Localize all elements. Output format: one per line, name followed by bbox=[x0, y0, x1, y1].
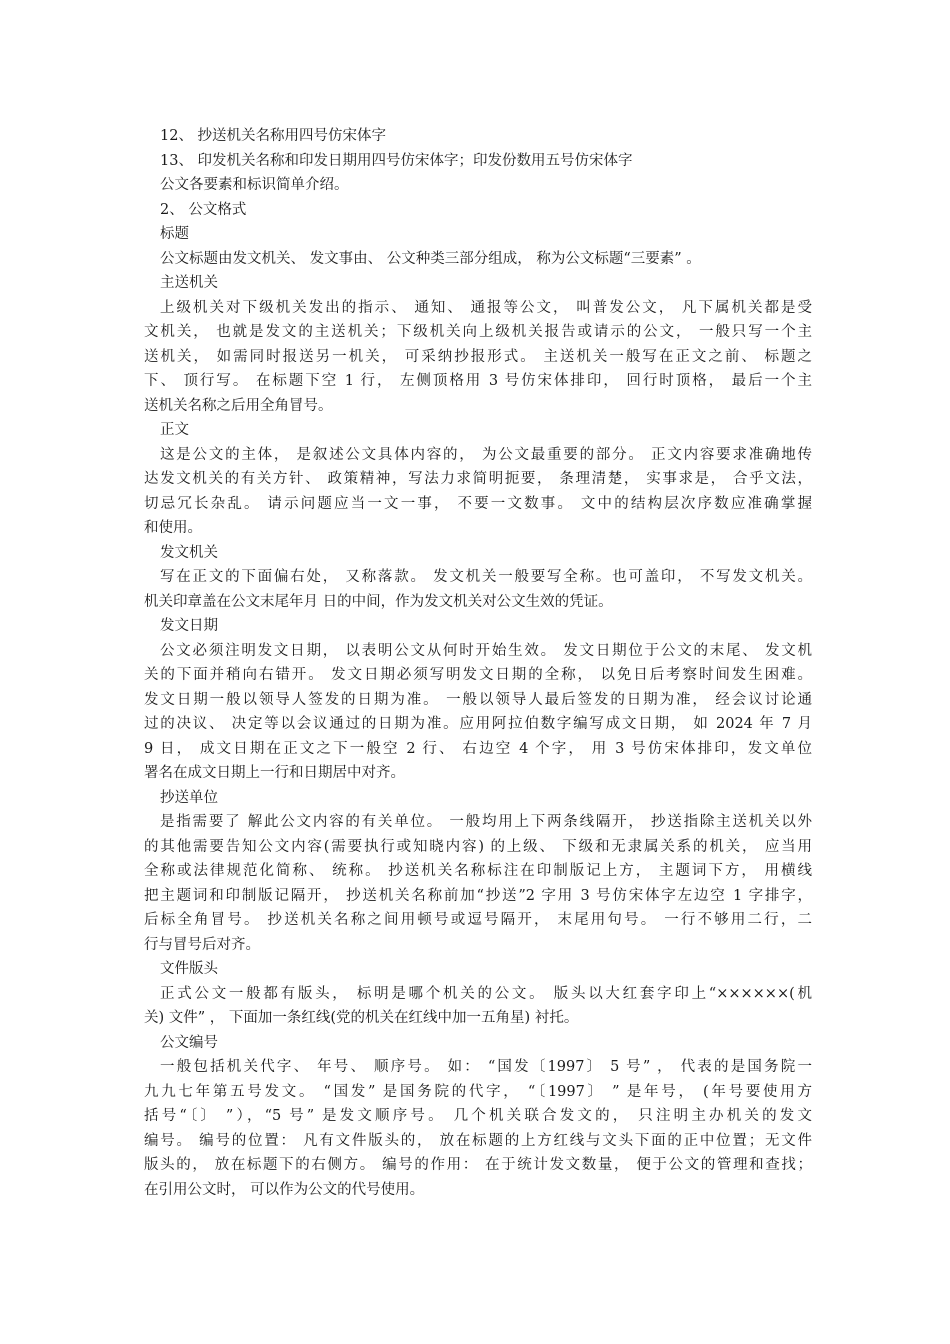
paragraph-line: 写在正文的下面偏右处， 又称落款。 发文机关一般要写全称。也可盖印， 不写发文机关。 bbox=[160, 569, 812, 585]
heading-main-recipient: 主送机关 bbox=[160, 275, 218, 291]
paragraph-line: 送机关名称之后用全角冒号。 bbox=[144, 397, 333, 414]
paragraph-line: 这是公文的主体， 是叙述公文具体内容的， 为公文最重要的部分。 正文内容要求准确地传 bbox=[160, 446, 812, 463]
paragraph-line: 编号。 编号的位置： 凡有文件版头的， 放在标题的上方红线与文头下面的正中位置；无文件 bbox=[144, 1132, 812, 1149]
list-item-12: 12、 抄送机关名称用四号仿宋体字 bbox=[160, 128, 387, 144]
paragraph-line: 后标全角冒号。 抄送机关名称之间用顿号或逗号隔开， 末尾用句号。 一行不够用二行，二 bbox=[144, 912, 812, 928]
paragraph-line: 送机关， 如需同时报送另一机关， 可采纳抄报形式。 主送机关一般写在正文之前、 标题之 bbox=[144, 348, 812, 365]
paragraph-line: 行与冒号后对齐。 bbox=[144, 936, 260, 953]
paragraph-line: 达发文机关的有关方针、 政策精神，写法力求简明扼要， 条理清楚， 实事求是， 合乎文法， bbox=[144, 471, 812, 487]
paragraph-line: 机关印章盖在公文末尾年月 日的中间，作为发文机关对公文生效的凭证。 bbox=[144, 593, 613, 610]
paragraph-line: 9 日， 成文日期在正文之下一般空 2 行、 右边空 4 个字， 用 3 号仿宋体排印，发文单位 bbox=[144, 740, 812, 757]
paragraph-line: 关的下面并稍向右错开。 发文日期必须写明发文日期的全称， 以免日后考察时间发生困难。 bbox=[144, 667, 812, 683]
paragraph-line: 括号“〔〕 ”），“5 号” 是发文顺序号。 几个机关联合发文的， 只注明主办机关的发文 bbox=[144, 1108, 812, 1124]
paragraph-line: 是指需要了 解此公文内容的有关单位。 一般均用上下两条线隔开， 抄送指除主送机关以外 bbox=[160, 814, 812, 830]
paragraph-line: 发文日期一般以领导人签发的日期为准。 一般以领导人最后签发的日期为准， 经会议讨论通 bbox=[144, 691, 812, 708]
paragraph-line: 全称或法律规范化简称、 统称。 抄送机关名称标注在印制版记上方， 主题词下方， 用横线 bbox=[144, 863, 812, 879]
heading-body-text: 正文 bbox=[160, 422, 189, 438]
paragraph-line: 公文必须注明发文日期， 以表明公文从何时开始生效。 发文日期位于公文的末尾、 发文机 bbox=[160, 642, 812, 659]
paragraph-line: 一般包括机关代字、 年号、 顺序号。 如： “国发〔1997〕 5 号” ， 代表的是国务院一 bbox=[160, 1059, 812, 1075]
paragraph-line: 公文标题由发文机关、 发文事由、 公文种类三部分组成， 称为公文标题“三要素” 。 bbox=[160, 250, 701, 267]
intro-line: 公文各要素和标识简单介绍。 bbox=[160, 177, 349, 193]
paragraph-line: 的其他需要告知公文内容(需要执行或知晓内容) 的上级、 下级和无隶属关系的机关， 应当用 bbox=[144, 838, 812, 855]
heading-title: 标题 bbox=[160, 226, 189, 242]
paragraph-line: 文机关， 也就是发文的主送机关；下级机关向上级机关报告或请示的公文， 一般只写一个主 bbox=[144, 324, 812, 340]
paragraph-line: 切忌冗长杂乱。 请示问题应当一文一事， 不要一文数事。 文中的结构层次序数应准确掌握 bbox=[144, 495, 812, 512]
paragraph-line: 正式公文一般都有版头， 标明是哪个机关的公文。 版头以大红套字印上“××××××(机 bbox=[160, 985, 812, 1002]
section-heading-format: 2、 公文格式 bbox=[160, 201, 247, 218]
paragraph-line: 上级机关对下级机关发出的指示、 通知、 通报等公文， 叫普发公文， 凡下属机关都是受 bbox=[160, 299, 812, 316]
paragraph-line: 把主题词和印制版记隔开， 抄送机关名称前加“抄送”2 字用 3 号仿宋体字左边空 1 字排字， bbox=[144, 887, 812, 904]
list-item-13: 13、 印发机关名称和印发日期用四号仿宋体字；印发份数用五号仿宋体字 bbox=[160, 152, 633, 169]
paragraph-line: 关) 文件” ， 下面加一条红线(党的机关在红线中加一五角星) 衬托。 bbox=[144, 1010, 579, 1026]
heading-cc-units: 抄送单位 bbox=[160, 789, 218, 806]
paragraph-line: 过的决议、 决定等以会议通过的日期为准。应用阿拉伯数字编写成文日期， 如 2024 年 7 月 bbox=[144, 716, 812, 732]
heading-issuing-agency: 发文机关 bbox=[160, 544, 218, 561]
paragraph-line: 在引用公文时， 可以作为公文的代号使用。 bbox=[144, 1181, 425, 1198]
heading-document-number: 公文编号 bbox=[160, 1034, 218, 1051]
heading-letterhead: 文件版头 bbox=[160, 961, 218, 977]
paragraph-line: 版头的， 放在标题下的右侧方。 编号的作用： 在于统计发文数量， 便于公文的管理和查找； bbox=[144, 1157, 812, 1173]
paragraph-line: 九九七年第五号发文。 “国发” 是国务院的代字， “〔1997〕 ” 是年号， (年号要使用方 bbox=[144, 1083, 812, 1100]
paragraph-line: 下、 顶行写。 在标题下空 1 行， 左侧顶格用 3 号仿宋体排印， 回行时顶格， 最后一个主 bbox=[144, 373, 812, 389]
heading-issue-date: 发文日期 bbox=[160, 618, 218, 634]
paragraph-line: 和使用。 bbox=[144, 520, 202, 536]
paragraph-line: 署名在成文日期上一行和日期居中对齐。 bbox=[144, 765, 405, 781]
document-body bbox=[140, 124, 812, 1202]
